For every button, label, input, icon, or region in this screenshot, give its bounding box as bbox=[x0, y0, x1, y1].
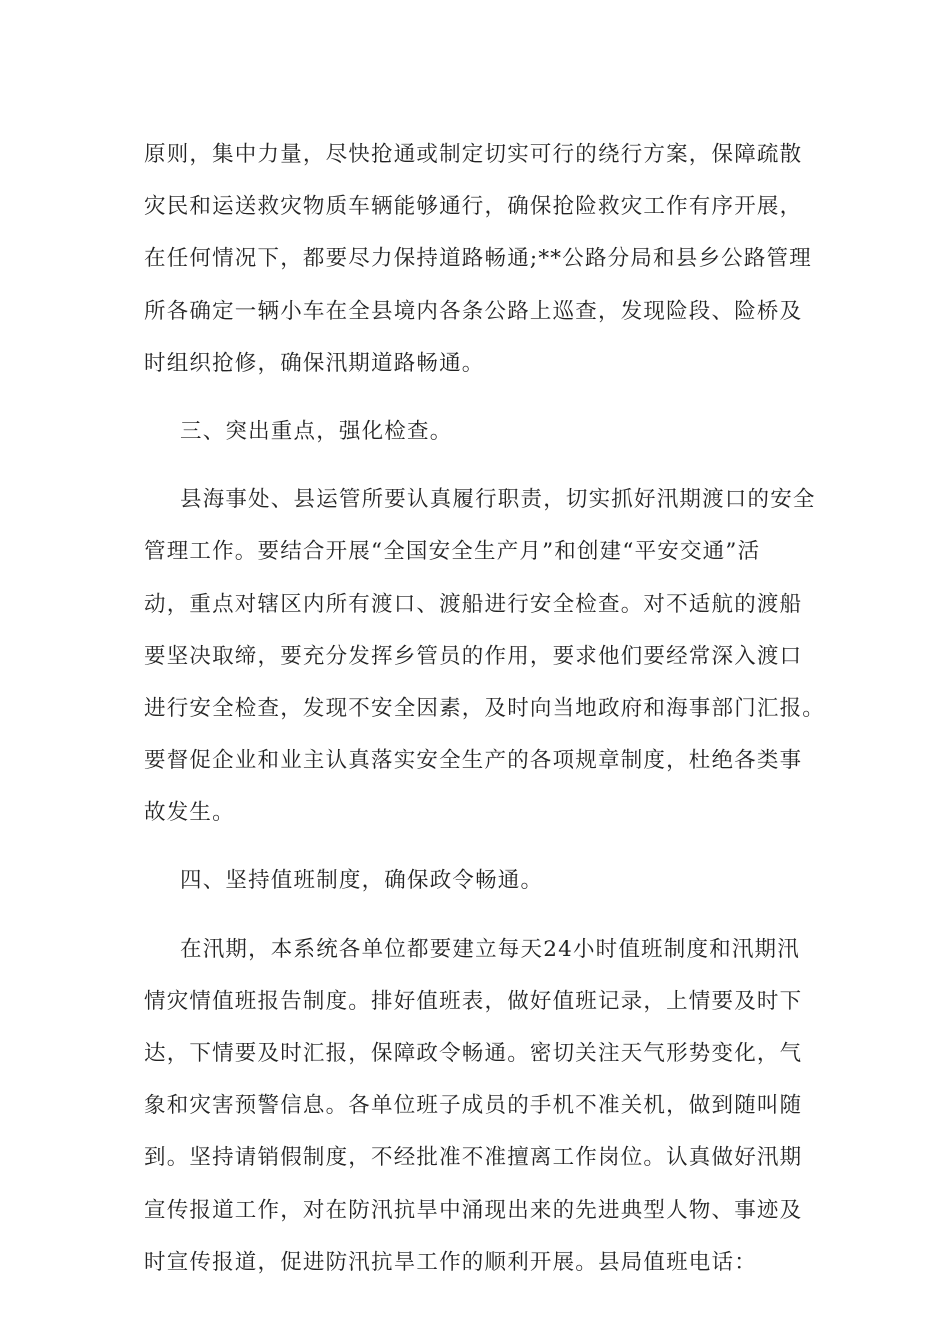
paragraph-duty-system bbox=[144, 924, 809, 1289]
paragraph-gap bbox=[144, 839, 809, 855]
paragraph-gap bbox=[144, 458, 809, 474]
paragraph-ferry-safety bbox=[144, 474, 826, 839]
text-line: 灾民和运送救灾物质车辆能够通行，确保抢险救灾工作有序开展， bbox=[144, 194, 803, 220]
document-body bbox=[144, 129, 826, 1289]
text-line: 到。坚持请销假制度，不经批准不准擅离工作岗位。认真做好汛期 bbox=[144, 1145, 803, 1171]
text-line: 时组织抢修，确保汛期道路畅通。 bbox=[144, 350, 485, 376]
section-heading-3: 三、突出重点，强化检查。 bbox=[180, 418, 453, 444]
text-line: 在汛期，本系统各单位都要建立每天24小时值班制度和汛期汛 bbox=[180, 936, 800, 962]
text-line: 要督促企业和业主认真落实安全生产的各项规章制度，杜绝各类事 bbox=[144, 748, 803, 774]
paragraph-gap bbox=[144, 390, 809, 406]
section-heading-4: 四、坚持值班制度，确保政令畅通。 bbox=[180, 868, 544, 894]
text-line: 原则，集中力量，尽快抢通或制定切实可行的绕行方案，保障疏散 bbox=[144, 142, 803, 167]
text-line: 情灾情值班报告制度。排好值班表，做好值班记录，上情要及时下 bbox=[144, 988, 803, 1014]
text-line: 故发生。 bbox=[144, 800, 235, 826]
text-line: 宣传报道工作，对在防汛抗旱中涌现出来的先进典型人物、事迹及 bbox=[144, 1197, 803, 1223]
paragraph-gap bbox=[144, 908, 809, 924]
text-line: 在任何情况下，都要尽力保持道路畅通;**公路分局和县乡公路管理 bbox=[144, 246, 812, 272]
text-line: 所各确定一辆小车在全县境内各条公路上巡查，发现险段、险桥及 bbox=[144, 298, 803, 324]
text-line: 达，下情要及时汇报，保障政令畅通。密切关注天气形势变化，气 bbox=[144, 1041, 803, 1066]
text-line: 象和灾害预警信息。各单位班子成员的手机不准关机，做到随叫随 bbox=[144, 1093, 803, 1119]
text-line: 要坚决取缔，要充分发挥乡管员的作用，要求他们要经常深入渡口 bbox=[144, 643, 803, 669]
text-line: 县海事处、县运管所要认真履行职责，切实抓好汛期渡口的安全 bbox=[180, 487, 816, 513]
text-line: 动，重点对辖区内所有渡口、渡船进行安全检查。对不适航的渡船 bbox=[144, 591, 803, 617]
text-line: 管理工作。要结合开展“全国安全生产月”和创建“平安交通”活 bbox=[144, 539, 761, 565]
paragraph-road-clearance bbox=[144, 129, 812, 390]
text-line: 时宣传报道，促进防汛抗旱工作的顺利开展。县局值班电话： bbox=[144, 1249, 757, 1275]
text-line: 进行安全检查，发现不安全因素，及时向当地政府和海事部门汇报。 bbox=[144, 695, 826, 721]
